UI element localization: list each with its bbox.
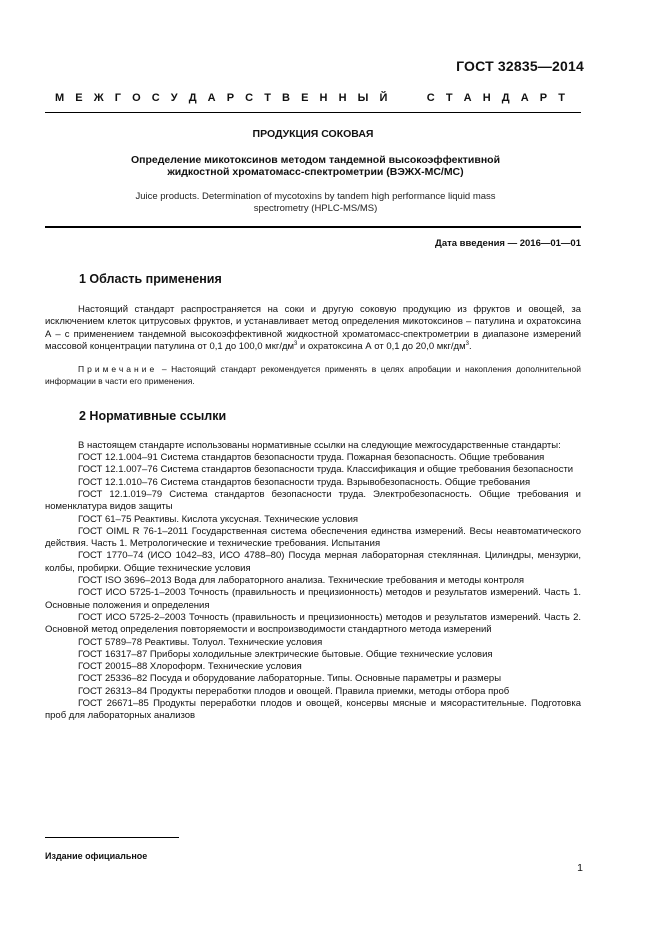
- normative-references: [45, 440, 581, 723]
- page-number: 1: [577, 862, 583, 874]
- banner-letter: О: [132, 92, 141, 104]
- reference-item: ГОСТ 20015–88 Хлороформ. Технические условия: [78, 661, 302, 673]
- reference-item: ГОСТ 26313–84 Продукты переработки плодов и овощей. Правила приемки, методы отбора проб: [78, 685, 510, 697]
- document-title: ПРОДУКЦИЯ СОКОВАЯ: [252, 128, 374, 140]
- footer-rule: [45, 837, 179, 838]
- banner-letter: Т: [264, 92, 271, 104]
- banner-letter: С: [245, 92, 254, 104]
- interstate-standard-banner: [55, 92, 565, 104]
- references-intro: В настоящем стандарте использованы нормативные ссылки на следующие межгосударственные стандарты:: [78, 439, 561, 451]
- banner-letter: Е: [301, 92, 309, 104]
- reference-item: ГОСТ 16317–87 Приборы холодильные электрические бытовые. Общие технические условия: [78, 648, 493, 660]
- banner-letter: Н: [319, 92, 328, 104]
- banner-letter: Р: [226, 92, 235, 104]
- section-1-heading: 1 Область применения: [79, 272, 222, 286]
- reference-item: ГОСТ OIML R 76-1–2011 Государственная система обеспечения единства измерений. Весы неавтоматического действия. Часть 1. Метрологические и технические требования. Испытания: [45, 525, 581, 550]
- reference-item: ГОСТ ИСО 5725-2–2003 Точность (правильность и прецизионность) методов и результатов измерений. Часть 2. Основной метод определения повторяемости и воспроизводимости стандартного метода измерений: [45, 611, 581, 636]
- scope-text-part-2: и охратоксина А от 0,1 до 20,0 мкг/дм: [297, 340, 466, 352]
- note-text: – Настоящий стандарт рекомендуется применять в целях апробации и накопления дополнительной информации в части его применения.: [45, 364, 581, 386]
- superscript-cube: 3: [294, 340, 298, 347]
- reference-item: ГОСТ ИСО 5725-1–2003 Точность (правильность и прецизионность) методов и результатов измерений. Часть 1. Основные положения и определения: [45, 587, 581, 611]
- document-code: ГОСТ 32835—2014: [456, 58, 584, 74]
- reference-item: ГОСТ 12.1.007–76 Система стандартов безопасности труда. Классификация и общие требования безопасности: [78, 464, 574, 476]
- reference-item: ГОСТ 61–75 Реактивы. Кислота уксусная. Технические условия: [78, 513, 359, 525]
- reference-item: ГОСТ 25336–82 Посуда и оборудование лабораторные. Типы. Основные параметры и размеры: [78, 673, 502, 685]
- middle-rule: [45, 226, 581, 228]
- banner-letter: Е: [75, 92, 83, 104]
- banner-letter: Д: [188, 92, 197, 104]
- document-body: [45, 272, 581, 723]
- note-label: Примечание: [78, 364, 158, 375]
- banner-letter: Т: [558, 92, 565, 104]
- english-title: Juice products. Determination of mycotoxins by tandem high performance liquid mass spectrometry (HPLC-MS/MS): [135, 191, 496, 214]
- banner-letter: Й: [379, 92, 388, 104]
- section-1-paragraph: [45, 304, 581, 353]
- banner-letter: [398, 92, 401, 104]
- banner-letter: Г: [114, 92, 121, 104]
- reference-item: ГОСТ 26671–85 Продукты переработки плодов и овощей, консервы мясные и мясорастительные. Подготовка проб для лабораторных анализов: [45, 698, 581, 722]
- banner-letter: С: [426, 92, 435, 104]
- banner-letter: Р: [539, 92, 548, 104]
- reference-item: ГОСТ 12.1.004–91 Система стандартов безопасности труда. Пожарная безопасность. Общие требования: [78, 452, 545, 464]
- official-edition-label: Издание официальное: [45, 851, 148, 861]
- banner-letter: В: [282, 92, 290, 104]
- reference-item: ГОСТ 1770–74 (ИСО 1042–83, ИСО 4788–80) Посуда мерная лабораторная стеклянная. Цилиндры, мензурки, колбы, пробирки. Общие технические условия: [45, 550, 581, 574]
- section-2-heading: 2 Нормативные ссылки: [79, 408, 227, 423]
- scope-text-part-3: .: [468, 340, 472, 352]
- banner-letter: Ж: [93, 92, 104, 104]
- banner-letter: А: [207, 92, 216, 104]
- banner-letter: А: [520, 92, 529, 104]
- document-subtitle: Определение микотоксинов методом тандемной высокоэффективной жидкостной хроматомасс-спектрометрии (ВЭЖХ-МС/МС): [130, 154, 501, 178]
- banner-letter: Н: [338, 92, 347, 104]
- section-1-note: [45, 364, 581, 388]
- banner-letter: А: [463, 92, 472, 104]
- introduction-date: Дата введения — 2016—01—01: [435, 238, 581, 249]
- banner-letter: Д: [501, 92, 510, 104]
- banner-letter: У: [170, 92, 178, 104]
- scope-text-part-1: Настоящий стандарт распространяется на соки и другую соковую продукцию из фруктов и овощей, за исключением клеток цитрусовых фруктов, и устанавливает метод определения микотоксинов – патулина и охратоксина А – с применением тандемной высокоэффективной жидкостной хроматомасс-спектрометрии в диапазоне измерений массовой концентрации патулина от 0,1 до 100,0 мкг/дм: [45, 304, 581, 352]
- reference-item: ГОСТ ISO 3696–2013 Вода для лабораторного анализа. Технические требования и методы контроля: [78, 575, 525, 587]
- reference-item: ГОСТ 12.1.019–79 Система стандартов безопасности труда. Электробезопасность. Общие требования и номенклатура видов защиты: [45, 488, 581, 513]
- reference-item: ГОСТ 12.1.010–76 Система стандартов безопасности труда. Взрывобезопасность. Общие требования: [78, 476, 531, 488]
- reference-item: ГОСТ 5789–78 Реактивы. Толуол. Технические условия: [78, 636, 323, 648]
- banner-letter: Т: [445, 92, 453, 104]
- banner-letter: М: [55, 92, 65, 104]
- banner-letter: [413, 92, 416, 104]
- banner-letter: Ы: [357, 92, 369, 104]
- superscript-cube: 3: [465, 340, 469, 347]
- banner-letter: Н: [482, 92, 491, 104]
- banner-letter: С: [151, 92, 160, 104]
- top-rule: [45, 112, 581, 113]
